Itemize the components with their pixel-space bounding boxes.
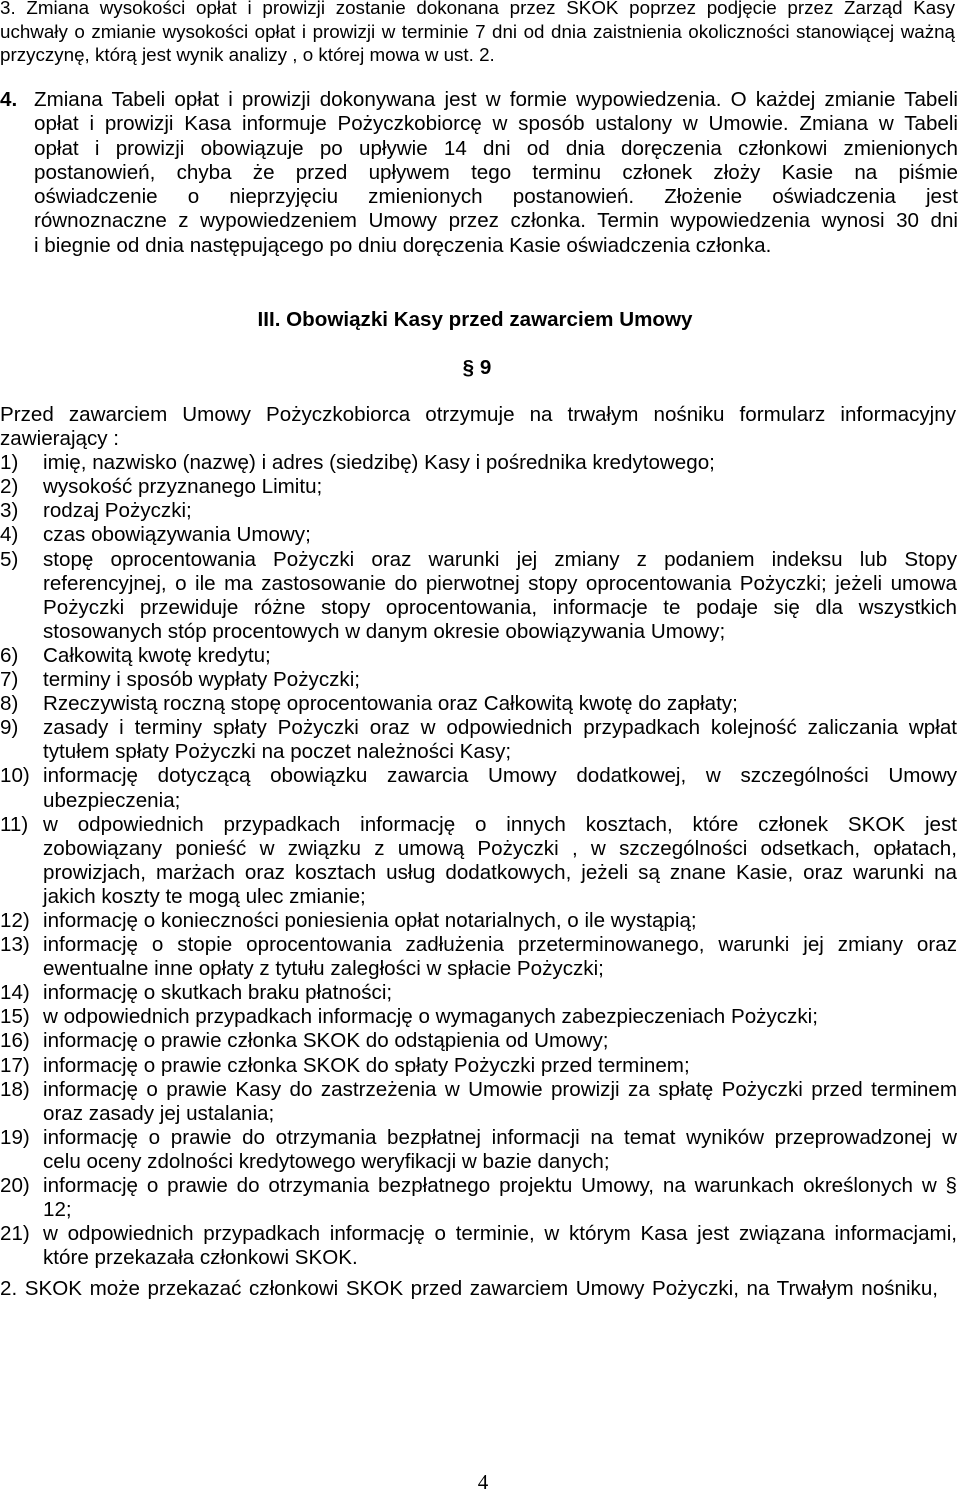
list-item-number: 19): [0, 1125, 30, 1149]
list-item: [0, 523, 957, 547]
text-line: w odpowiednich przypadkach informację o innych kosztach, które członek SKOK jest: [43, 812, 957, 836]
text-line: Pożyczki przewiduje różne stopy oprocentowania, informacje te podaje się dla wszystkich: [43, 595, 957, 619]
list-item-text: [43, 813, 957, 909]
text-line: wysokość przyznanego Limitu;: [43, 475, 323, 499]
text-line: jakich koszty te mogą ulec zmianie;: [43, 884, 366, 908]
text-line: informację o konieczności poniesienia opłat notarialnych, o ile wystąpią;: [43, 908, 697, 932]
list-item-text: [43, 1078, 957, 1126]
list-item-text: [43, 1222, 957, 1270]
text-line: stosowanych stóp procentowych w danym okresie obowiązywania Umowy;: [43, 619, 726, 643]
text-line: informację o skutkach braku płatności;: [43, 981, 393, 1005]
list-item-number: 3): [0, 499, 19, 523]
list-item: [0, 451, 957, 475]
list-item-number: 20): [0, 1174, 30, 1197]
text-line: informację o prawie do otrzymania bezpłatnej informacji na temat wyników przeprowadzonej w: [43, 1125, 957, 1149]
list-item-text: [43, 523, 957, 547]
text-line: tytułem spłaty Pożyczki na poczet należności Kasy;: [43, 740, 512, 764]
list-item-text: [43, 1174, 957, 1222]
text-line: Zmiana Tabeli opłat i prowizji dokonywana jest w formie wypowiedzenia. O każdej zmianie Tabeli: [34, 88, 958, 111]
text-line: w odpowiednich przypadkach informację o terminie, w którym Kasa jest związana informacjami,: [43, 1222, 957, 1246]
text-line: czas obowiązywania Umowy;: [43, 523, 311, 547]
list-item-number: 10): [0, 764, 30, 788]
list-item: [0, 475, 957, 499]
intro-paragraph: [0, 403, 956, 451]
list-item-text: [43, 548, 957, 644]
list-item-text: [43, 499, 957, 523]
list-item-text: [43, 1126, 957, 1174]
text-line: opłat i prowizji Kasa informuje Pożyczkobiorcę w sposób ustalony w Umowie. Zmiana w Tabeli: [34, 112, 958, 136]
list-item: [0, 813, 957, 909]
list-item: [0, 548, 957, 644]
list-item: [0, 1005, 957, 1029]
list-item: [0, 1126, 957, 1174]
list-item-number: 5): [0, 547, 19, 571]
list-item: [0, 692, 957, 716]
text-line: równoznaczne z wypowiedzeniem Umowy przez członka. Termin wypowiedzenia wynosi 30 dni: [34, 209, 958, 233]
list-item-text: [43, 1005, 957, 1029]
chapter-heading: III. Obowiązki Kasy przed zawarciem Umowy: [257, 308, 693, 331]
text-line: informację o stopie oprocentowania zadłużenia przeterminowanego, warunki jej zmiany oraz: [43, 933, 957, 957]
list-item: [0, 499, 957, 523]
list-item: [0, 1174, 957, 1222]
list-item-number: 16): [0, 1029, 30, 1053]
text-line: imię, nazwisko (nazwę) i adres (siedzibę) Kasy i pośrednika kredytowego;: [43, 451, 715, 475]
paragraph-4-text: [34, 88, 958, 258]
list-item-text: [43, 716, 957, 764]
text-line: informację o prawie członka SKOK do spłaty Pożyczki przed terminem;: [43, 1053, 690, 1077]
text-line: zawierający :: [0, 427, 120, 451]
text-line: informację o prawie Kasy do zastrzeżenia w Umowie prowizji za spłatę Pożyczki przed terminem: [43, 1077, 957, 1101]
list-item-text: [43, 475, 957, 499]
paragraph-4: [0, 88, 958, 258]
text-line: informację dotyczącą obowiązku zawarcia Umowy dodatkowej, w szczególności Umowy: [43, 764, 957, 788]
list-item-number: 7): [0, 668, 19, 692]
text-line: zobowiązany ponieść w związku z umową Pożyczki , w szczególności odsetkach, opłatach,: [43, 836, 957, 860]
text-line: prowizjach, marżach oraz kosztach usług dodatkowych, jeżeli są znane Kasie, oraz warunki na: [43, 860, 957, 884]
text-line: stopę oprocentowania Pożyczki oraz warunki jej zmiany z podaniem indeksu lub Stopy: [43, 547, 957, 571]
list-item-number: 8): [0, 692, 19, 716]
list-item: [0, 933, 957, 981]
text-line: celu oceny zdolności kredytowego weryfikacji w bazie danych;: [43, 1149, 610, 1173]
list-item: [0, 981, 957, 1005]
list-item-text: [43, 668, 957, 692]
text-line: Całkowitą kwotę kredytu;: [43, 643, 271, 667]
list-item-number: 15): [0, 1005, 30, 1029]
list-item-number: 1): [0, 451, 19, 475]
list-item-text: [43, 644, 957, 668]
requirements-list: [0, 451, 957, 1270]
list-item-text: [43, 909, 957, 933]
list-item-text: [43, 451, 957, 475]
list-item: [0, 716, 957, 764]
text-line: i biegnie od dnia następującego po dniu doręczenia Kasie oświadczenia członka.: [34, 233, 772, 257]
list-item-text: [43, 933, 957, 981]
list-item-number: 12): [0, 908, 30, 932]
list-item-number: 11): [0, 812, 29, 836]
text-line: przyczynę, którą jest wynik analizy , o której mowa w ust. 2.: [0, 44, 495, 65]
text-line: opłat i prowizji obowiązuje po upływie 14 dni od dnia doręczenia członkowi zmienionych: [34, 136, 958, 160]
text-line: terminy i sposób wypłaty Pożyczki;: [43, 668, 361, 692]
list-item-text: [43, 764, 957, 812]
text-line: uchwały o zmianie wysokości opłat i prowizji w terminie 7 dni od dnia zaistnienia okoliczności stanowiącej ważną: [0, 20, 955, 42]
text-line: informację o prawie członka SKOK do odstąpienia od Umowy;: [43, 1029, 609, 1053]
list-item-number: 6): [0, 643, 19, 667]
paragraph-symbol: § 9: [462, 356, 492, 379]
list-item: [0, 668, 957, 692]
list-item: [0, 1054, 957, 1078]
list-item-text: [43, 1054, 957, 1078]
list-item: [0, 644, 957, 668]
text-line: ubezpieczenia;: [43, 788, 181, 812]
text-line: w odpowiednich przypadkach informację o wymaganych zabezpieczeniach Pożyczki;: [43, 1005, 818, 1029]
list-item: [0, 1078, 957, 1126]
list-item-number: 21): [0, 1222, 30, 1246]
text-line: które przekazała członkowi SKOK.: [43, 1246, 358, 1270]
list-item: [0, 1222, 957, 1270]
list-item-number: 14): [0, 981, 30, 1005]
list-item-number: 9): [0, 716, 19, 740]
text-line: 12;: [43, 1198, 72, 1222]
list-item-number: 13): [0, 933, 30, 957]
paragraph-3: [0, 0, 955, 67]
text-line: referencyjnej, o ile ma zastosowanie do pierwotnej stopy oprocentowania Pożyczki; jeżeli umowa: [43, 571, 957, 595]
list-item-number: 4): [0, 523, 19, 547]
list-item: [0, 764, 957, 812]
list-item: [0, 1029, 957, 1053]
text-line: postanowień, chyba że przed upływem tego terminu członek złoży Kasie na piśmie: [34, 160, 958, 184]
text-line: Rzeczywistą roczną stopę oprocentowania oraz Całkowitą kwotę do zapłaty;: [43, 692, 738, 716]
list-item: [0, 909, 957, 933]
paragraph-number: 4.: [0, 88, 18, 111]
list-item-number: 18): [0, 1077, 30, 1101]
list-item-text: [43, 692, 957, 716]
paragraph-2: [0, 1277, 938, 1301]
text-line: rodzaj Pożyczki;: [43, 499, 192, 523]
page-number: 4: [477, 1470, 489, 1494]
text-line: oraz zasady jej ustalania;: [43, 1101, 275, 1125]
list-item-number: 2): [0, 475, 19, 499]
text-line: informację o prawie do otrzymania bezpłatnego projektu Umowy, na warunkach określonych w §: [43, 1174, 957, 1197]
text-line: ewentualne inne opłaty z tytułu zaległości w spłacie Pożyczki;: [43, 957, 604, 981]
text-line: 2. SKOK może przekazać członkowi SKOK przed zawarciem Umowy Pożyczki, na Trwałym nośniku,: [0, 1277, 938, 1300]
text-line: oświadczenie o nieprzyjęciu zmienionych postanowień. Złożenie oświadczenia jest: [34, 185, 958, 209]
text-line: 3. Zmiana wysokości opłat i prowizji zostanie dokonana przez SKOK poprzez podjęcie przez Zarząd Kasy: [0, 0, 955, 18]
text-line: zasady i terminy spłaty Pożyczki oraz w odpowiednich przypadkach kolejność zaliczania wpłat: [43, 716, 957, 740]
list-item-text: [43, 1029, 957, 1053]
list-item-number: 17): [0, 1053, 30, 1077]
list-item-text: [43, 981, 957, 1005]
text-line: Przed zawarciem Umowy Pożyczkobiorca otrzymuje na trwałym nośniku formularz informacyjny: [0, 403, 956, 426]
